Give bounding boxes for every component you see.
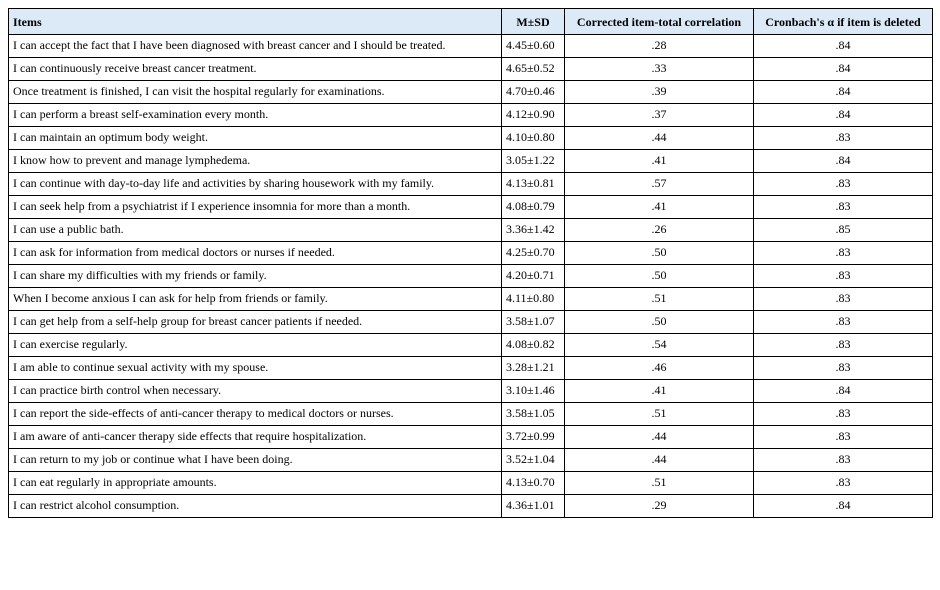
table-row [9,311,933,334]
item-cell: I can practice birth control when necessary. [9,380,502,403]
alpha-cell: .83 [754,472,933,495]
msd-cell: 4.12±0.90 [502,104,565,127]
alpha-cell: .83 [754,242,933,265]
item-cell: I can restrict alcohol consumption. [9,495,502,518]
table-header [9,9,933,35]
correlation-cell: .44 [565,127,754,150]
msd-cell: 3.05±1.22 [502,150,565,173]
table-row [9,219,933,242]
correlation-cell: .29 [565,495,754,518]
item-cell: I can maintain an optimum body weight. [9,127,502,150]
item-cell: I can eat regularly in appropriate amounts. [9,472,502,495]
alpha-cell: .84 [754,495,933,518]
table-row [9,472,933,495]
msd-cell: 4.36±1.01 [502,495,565,518]
alpha-cell: .83 [754,334,933,357]
table-row [9,35,933,58]
item-cell: I can perform a breast self-examination every month. [9,104,502,127]
item-cell: I can get help from a self-help group for breast cancer patients if needed. [9,311,502,334]
alpha-cell: .84 [754,81,933,104]
correlation-cell: .44 [565,426,754,449]
msd-cell: 4.08±0.79 [502,196,565,219]
msd-cell: 3.58±1.07 [502,311,565,334]
correlation-cell: .41 [565,380,754,403]
item-cell: I can share my difficulties with my friends or family. [9,265,502,288]
table-row [9,150,933,173]
item-cell: I can seek help from a psychiatrist if I experience insomnia for more than a month. [9,196,502,219]
item-cell: I can continuously receive breast cancer treatment. [9,58,502,81]
msd-cell: 4.65±0.52 [502,58,565,81]
msd-cell: 3.28±1.21 [502,357,565,380]
msd-cell: 4.11±0.80 [502,288,565,311]
table-row [9,196,933,219]
alpha-cell: .84 [754,35,933,58]
header-correlation: Corrected item-total correlation [565,9,754,35]
msd-cell: 4.10±0.80 [502,127,565,150]
alpha-cell: .84 [754,104,933,127]
correlation-cell: .57 [565,173,754,196]
item-cell: I can ask for information from medical doctors or nurses if needed. [9,242,502,265]
msd-cell: 4.45±0.60 [502,35,565,58]
correlation-cell: .41 [565,150,754,173]
correlation-cell: .50 [565,311,754,334]
alpha-cell: .84 [754,380,933,403]
correlation-cell: .54 [565,334,754,357]
correlation-cell: .41 [565,196,754,219]
msd-cell: 3.10±1.46 [502,380,565,403]
correlation-cell: .51 [565,403,754,426]
item-statistics-table [8,8,933,518]
alpha-cell: .84 [754,58,933,81]
msd-cell: 4.08±0.82 [502,334,565,357]
table-row [9,334,933,357]
table-row [9,242,933,265]
correlation-cell: .39 [565,81,754,104]
alpha-cell: .85 [754,219,933,242]
alpha-cell: .83 [754,403,933,426]
table-row [9,426,933,449]
item-cell: I can report the side-effects of anti-cancer therapy to medical doctors or nurses. [9,403,502,426]
correlation-cell: .44 [565,449,754,472]
item-cell: I can return to my job or continue what I have been doing. [9,449,502,472]
item-cell: I am able to continue sexual activity with my spouse. [9,357,502,380]
header-items: Items [9,9,502,35]
correlation-cell: .50 [565,265,754,288]
correlation-cell: .28 [565,35,754,58]
correlation-cell: .26 [565,219,754,242]
correlation-cell: .37 [565,104,754,127]
alpha-cell: .83 [754,196,933,219]
table-row [9,173,933,196]
table-body [9,35,933,518]
table-row [9,58,933,81]
msd-cell: 4.70±0.46 [502,81,565,104]
item-cell: I can use a public bath. [9,219,502,242]
correlation-cell: .46 [565,357,754,380]
header-row [9,9,933,35]
table-row [9,265,933,288]
msd-cell: 4.13±0.81 [502,173,565,196]
item-cell: I can exercise regularly. [9,334,502,357]
correlation-cell: .51 [565,288,754,311]
correlation-cell: .33 [565,58,754,81]
correlation-cell: .51 [565,472,754,495]
header-alpha: Cronbach's α if item is deleted [754,9,933,35]
msd-cell: 3.72±0.99 [502,426,565,449]
table-row [9,104,933,127]
item-cell: I can accept the fact that I have been diagnosed with breast cancer and I should be treated. [9,35,502,58]
msd-cell: 4.20±0.71 [502,265,565,288]
alpha-cell: .83 [754,127,933,150]
table-row [9,127,933,150]
table-row [9,495,933,518]
alpha-cell: .83 [754,311,933,334]
msd-cell: 4.13±0.70 [502,472,565,495]
table-row [9,403,933,426]
msd-cell: 4.25±0.70 [502,242,565,265]
msd-cell: 3.52±1.04 [502,449,565,472]
alpha-cell: .83 [754,173,933,196]
item-cell: I am aware of anti-cancer therapy side effects that require hospitalization. [9,426,502,449]
alpha-cell: .83 [754,265,933,288]
table-row [9,81,933,104]
alpha-cell: .83 [754,357,933,380]
table-row [9,449,933,472]
alpha-cell: .83 [754,449,933,472]
table-row [9,357,933,380]
item-cell: I can continue with day-to-day life and activities by sharing housework with my family. [9,173,502,196]
msd-cell: 3.36±1.42 [502,219,565,242]
item-cell: When I become anxious I can ask for help from friends or family. [9,288,502,311]
item-cell: Once treatment is finished, I can visit the hospital regularly for examinations. [9,81,502,104]
msd-cell: 3.58±1.05 [502,403,565,426]
table-row [9,380,933,403]
header-msd: M±SD [502,9,565,35]
correlation-cell: .50 [565,242,754,265]
alpha-cell: .83 [754,288,933,311]
alpha-cell: .84 [754,150,933,173]
item-cell: I know how to prevent and manage lymphedema. [9,150,502,173]
alpha-cell: .83 [754,426,933,449]
table-row [9,288,933,311]
